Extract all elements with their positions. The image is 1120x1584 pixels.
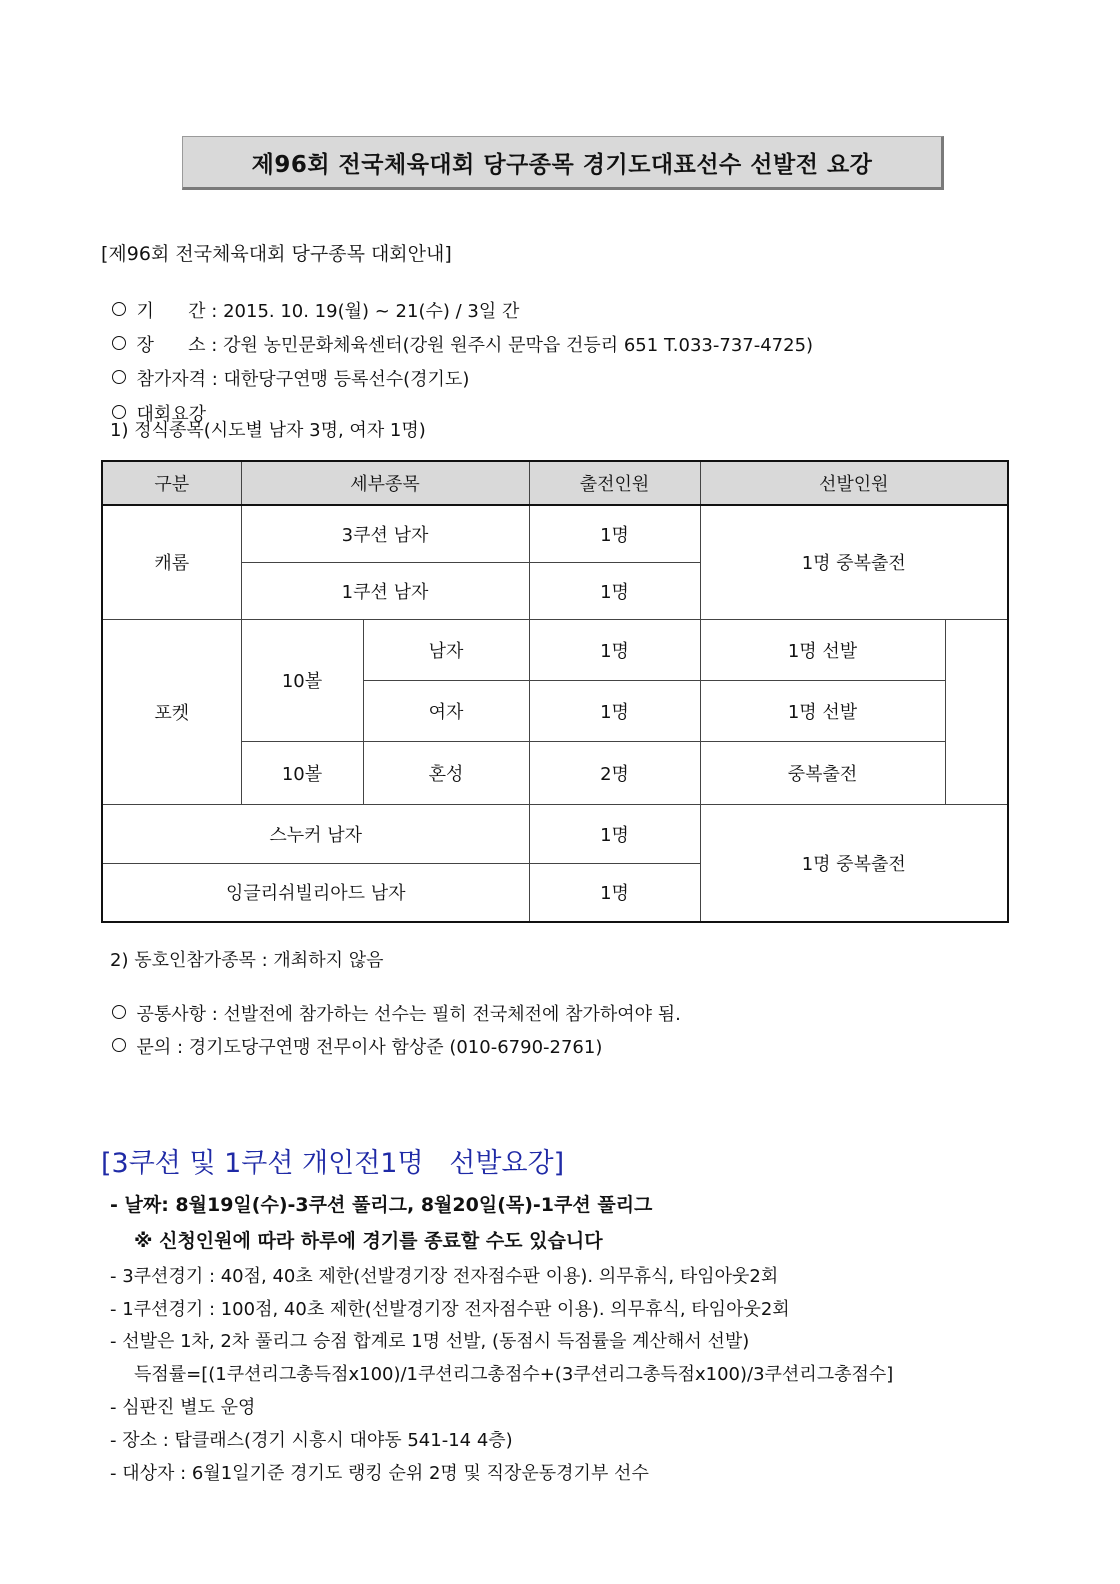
pocket-women-selection: 1명 선발 <box>700 680 945 741</box>
info-rules <box>101 387 206 424</box>
info-qualification <box>101 352 469 389</box>
period-value: : 2015. 10. 19(월) ~ 21(수) / 3일 간 <box>211 301 520 322</box>
amateur-events-line: 2) 동호인참가종목 : 개최하지 않음 <box>110 950 384 971</box>
count-1cushion: 1명 <box>529 562 700 619</box>
place-label: 장 소 <box>136 335 206 356</box>
qual-value: : 대한당구연맹 등록선수(경기도) <box>211 369 470 390</box>
event-3cushion-men: 3쿠션 남자 <box>241 505 529 562</box>
rule-eligibility: - 대상자 : 6월1일기준 경기도 랭킹 순위 2명 및 직장운동경기부 선수 <box>110 1463 649 1484</box>
event-1cushion-men: 1쿠션 남자 <box>241 562 529 619</box>
circle-bullet-icon <box>112 336 126 350</box>
rule-1cushion: - 1쿠션경기 : 100점, 40초 제한(선발경기장 전자점수판 이용). 의무휴식, 타임아웃2회 <box>110 1299 790 1320</box>
rule-referees: - 심판진 별도 운영 <box>110 1397 256 1418</box>
selection-snooker-english: 1명 중복출전 <box>700 804 1008 922</box>
pocket-mixed-10ball: 10볼 <box>241 741 363 804</box>
pocket-mixed-count: 2명 <box>529 741 700 804</box>
pocket-10ball: 10볼 <box>241 619 363 741</box>
pocket-mixed-selection: 중복출전 <box>700 741 945 804</box>
category-carom: 캐롬 <box>102 505 241 619</box>
pocket-men-selection: 1명 선발 <box>700 619 945 680</box>
header-category: 구분 <box>102 461 241 505</box>
event-snooker-men: 스누커 남자 <box>102 804 529 863</box>
circle-bullet-icon <box>112 1038 126 1052</box>
header-entries: 출전인원 <box>529 461 700 505</box>
rule-venue: - 장소 : 탑클래스(경기 시흥시 대야동 541-14 4층) <box>110 1430 513 1451</box>
pocket-empty-cell <box>945 619 1008 741</box>
contact-text: 문의 : 경기도당구연맹 전무이사 함상준 (010-6790-2761) <box>136 1037 603 1058</box>
count-3cushion: 1명 <box>529 505 700 562</box>
pocket-women-count: 1명 <box>529 680 700 741</box>
rules-label: 대회요강 <box>136 404 207 425</box>
period-label: 기 간 <box>136 301 206 322</box>
rule-selection: - 선발은 1차, 2차 풀리그 승점 합계로 1명 선발, (동점시 득점률을 계산해서 선발) <box>110 1331 750 1352</box>
pocket-men-count: 1명 <box>529 619 700 680</box>
contact-info <box>101 1020 602 1057</box>
circle-bullet-icon <box>112 370 126 384</box>
selection-date: - 날짜: 8월19일(수)-3쿠션 풀리그, 8월20일(목)-1쿠션 풀리그 <box>110 1194 653 1216</box>
category-pocket: 포켓 <box>102 619 241 804</box>
info-heading: [제96회 전국체육대회 당구종목 대회안내] <box>101 243 452 265</box>
qual-label: 참가자격 <box>136 369 207 390</box>
pocket-women: 여자 <box>363 680 529 741</box>
official-events-line: 1) 정식종목(시도별 남자 3명, 여자 1명) <box>110 420 426 441</box>
header-event: 세부종목 <box>241 461 529 505</box>
circle-bullet-icon <box>112 405 126 419</box>
pocket-mixed-empty <box>945 741 1008 804</box>
pocket-mixed: 혼성 <box>363 741 529 804</box>
selection-section-title: [3쿠션 및 1쿠션 개인전1명 선발요강] <box>101 1148 565 1179</box>
rule-3cushion: - 3쿠션경기 : 40점, 40초 제한(선발경기장 전자점수판 이용). 의무휴식, 타임아웃2회 <box>110 1266 779 1287</box>
selection-carom: 1명 중복출전 <box>700 505 1008 619</box>
header-selection: 선발인원 <box>700 461 1008 505</box>
count-snooker: 1명 <box>529 804 700 863</box>
event-english-billiards-men: 잉글리쉬빌리아드 남자 <box>102 863 529 922</box>
document-title: 제96회 전국체육대회 당구종목 경기도대표선수 선발전 요강 <box>182 136 944 190</box>
circle-bullet-icon <box>112 1005 126 1019</box>
count-english: 1명 <box>529 863 700 922</box>
circle-bullet-icon <box>112 302 126 316</box>
events-table <box>101 460 1009 923</box>
info-period <box>101 284 519 321</box>
place-value: : 강원 농민문화체육센터(강원 원주시 문막읍 건등리 651 T.033-737-4725) <box>211 335 814 356</box>
pocket-men: 남자 <box>363 619 529 680</box>
common-notes <box>101 987 681 1024</box>
selection-note: ※ 신청인원에 따라 하루에 경기를 종료할 수도 있습니다 <box>134 1230 603 1252</box>
rule-formula: 득점률=[(1쿠션리그총득점x100)/1쿠션리그총점수+(3쿠션리그총득점x100)/3쿠션리그총점수] <box>134 1364 894 1385</box>
info-place <box>101 318 813 355</box>
common-notes-text: 공통사항 : 선발전에 참가하는 선수는 필히 전국체전에 참가하여야 됨. <box>136 1004 681 1025</box>
